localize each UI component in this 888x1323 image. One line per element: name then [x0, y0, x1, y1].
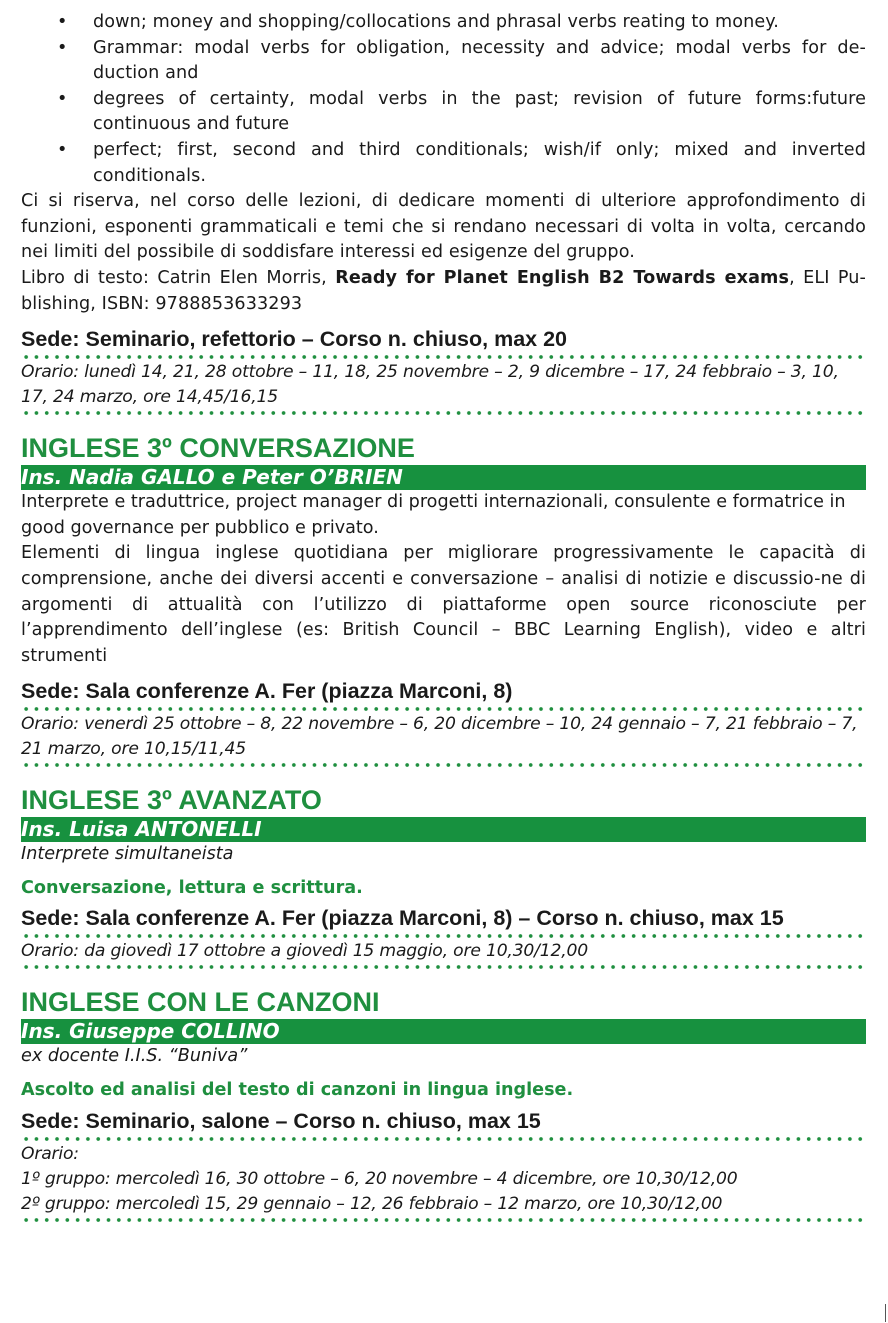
course-title: INGLESE 3º CONVERSAZIONE [21, 433, 415, 464]
teacher-bio: Interprete simultaneista [21, 844, 234, 865]
course-title: INGLESE 3º AVANZATO [21, 785, 322, 816]
bullet-dot: • [57, 139, 68, 160]
teacher-bio: ex docente I.I.S. “Buniva” [21, 1046, 248, 1067]
teacher-bio: Interprete e traduttrice, project manager di progetti internazionali, consulente e formatrice in good governance per pubblico e privato. [21, 492, 846, 538]
orario-text: Orario: lunedì 14, 21, 28 ottobre – 11, 18, 25 novembre – 2, 9 dicembre – 17, 24 febbraio – 3, 10, 17, 24 marzo, ore 14,45/16,15 [21, 362, 839, 408]
teacher-bar: Ins. Nadia GALLO e Peter O’BRIEN [21, 465, 866, 490]
bullet-item: • Grammar: modal verbs for obligation, necessity and advice; modal verbs for de-duction and [57, 37, 866, 84]
bullet-item: • down; money and shopping/collocations and phrasal verbs reating to money. [21, 10, 866, 36]
orario-text: 1º gruppo: mercoledì 16, 30 ottobre – 6, 20 novembre – 4 dicembre, ore 10,30/12,00 [21, 1168, 738, 1189]
sede-heading: Sede: Sala conferenze A. Fer (piazza Marconi, 8) [21, 679, 513, 704]
sede-heading: Sede: Sala conferenze A. Fer (piazza Marconi, 8) – Corso n. chiuso, max 15 [21, 906, 784, 931]
orario-text: Orario: da giovedì 17 ottobre a giovedì 15 maggio, ore 10,30/12,00 [21, 941, 588, 962]
course-title: INGLESE CON LE CANZONI [21, 987, 380, 1018]
course-section [21, 432, 866, 768]
course-section [21, 784, 866, 970]
dotted-divider [21, 762, 866, 768]
bullet-dot: • [57, 37, 68, 58]
dotted-divider [21, 1217, 866, 1223]
bullet-dot: • [57, 12, 68, 32]
orario-text: 2º gruppo: mercoledì 15, 29 gennaio – 12, 26 febbraio – 12 marzo, ore 10,30/12,00 [21, 1193, 723, 1214]
orario-text: Orario: venerdì 25 ottobre – 8, 22 novembre – 6, 20 dicembre – 10, 24 gennaio – 7, 21 febbraio – 7, 21 marzo, ore 10,15/11,45 [21, 714, 858, 760]
intro-paragraph: Ci si riserva, nel corso delle lezioni, di dedicare momenti di ulteriore approfondimento di funzioni, esponenti grammaticali e temi che si rendano necessari di volta in volta, cercando nei limiti del possibile di soddisfare interessi ed esigenze del gruppo. [21, 191, 866, 263]
course-description: Elementi di lingua inglese quotidiana per migliorare progressivamente le capacità di comprensione, anche dei diversi accenti e conversazione – analisi di notizie e discussio-ne di argomenti di attualità con l’utilizzo di piattaforme open source riconosciute per l’apprendimento dell’inglese (es: British Council – BBC Learning English), video e altri strumenti [21, 543, 866, 666]
bullet-dot: • [57, 88, 68, 109]
intro-bullet-list [21, 0, 866, 189]
dotted-divider [21, 964, 866, 970]
textbook-line: Libro di testo: Catrin Elen Morris, Ready for Planet English B2 Towards exams, ELI Pu-blishing, ISBN: 9788853633293 [21, 267, 867, 314]
orario-text: Orario: [21, 1143, 79, 1164]
course-highlight: Ascolto ed analisi del testo di canzoni in lingua inglese. [21, 1080, 574, 1101]
course-section [21, 986, 866, 1222]
teacher-bar: Ins. Luisa ANTONELLI [21, 817, 866, 842]
sede-heading: Sede: Seminario, salone – Corso n. chiuso, max 15 [21, 1108, 541, 1133]
bullet-item: • perfect; first, second and third conditionals; wish/if only; mixed and inverted conditionals. [57, 139, 866, 186]
textbook-title: Ready for Planet English B2 Towards exams [335, 267, 790, 288]
dotted-divider [21, 410, 866, 416]
sede-heading: Sede: Seminario, refettorio – Corso n. chiuso, max 20 [21, 327, 568, 352]
teacher-bar: Ins. Giuseppe COLLINO [21, 1019, 866, 1044]
bullet-item: • degrees of certainty, modal verbs in the past; revision of future forms:future continuous and future [57, 88, 866, 135]
course-highlight: Conversazione, lettura e scrittura. [21, 877, 363, 898]
page-edge-mark [885, 1304, 886, 1322]
